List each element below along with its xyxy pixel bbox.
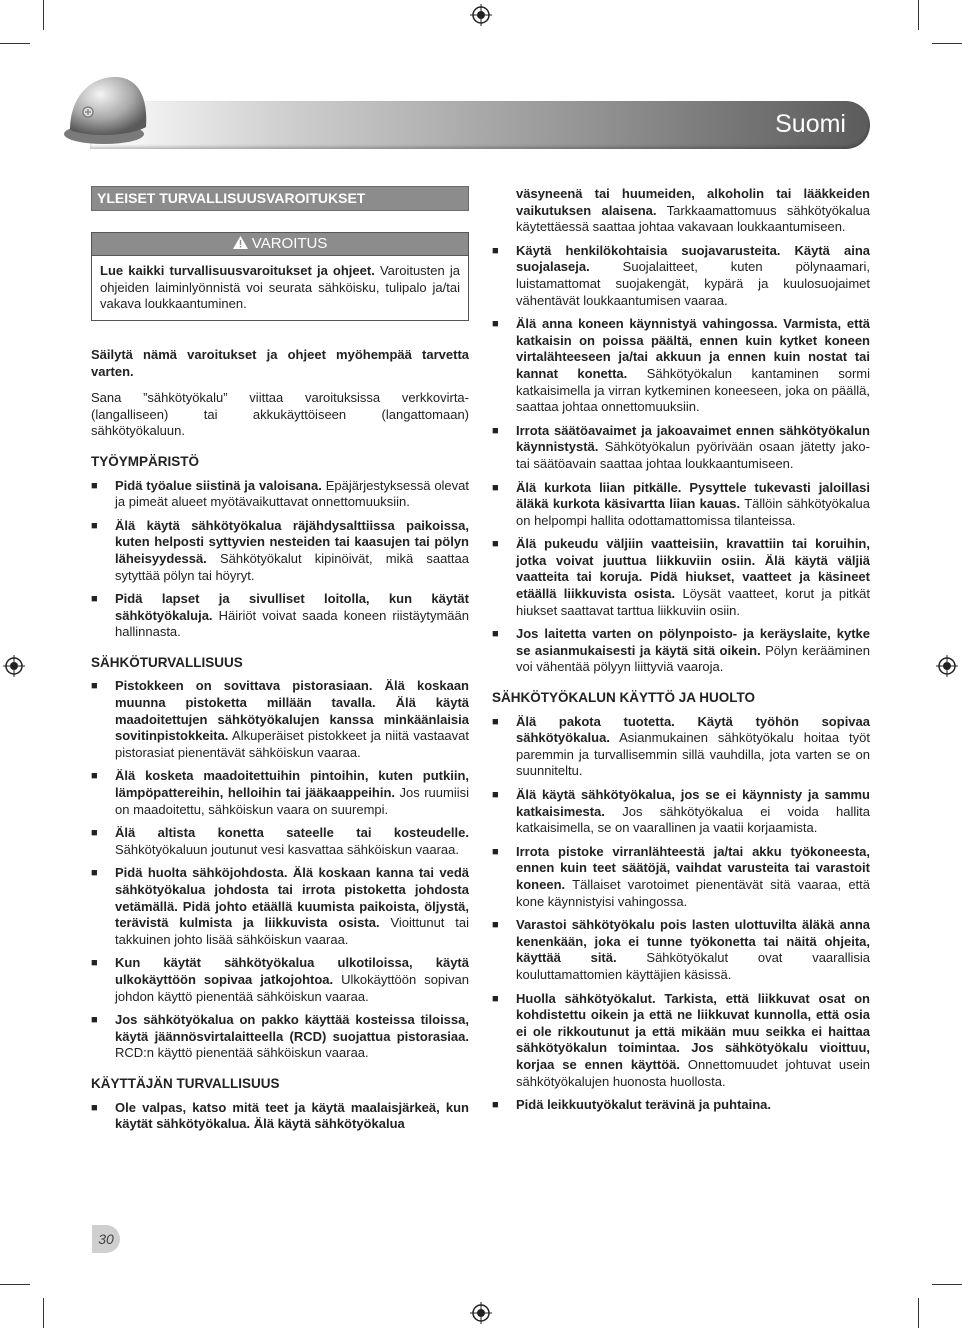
bullet-icon: ■ [492,715,499,728]
section-title: YLEISET TURVALLISUUSVAROITUKSET [91,186,469,211]
bullet-icon: ■ [91,1014,98,1027]
registration-mark-icon [470,4,492,26]
helmet-icon [60,72,156,152]
warning-triangle-icon [233,236,248,249]
list-item: ■ Pistokkeen on sovittava pistorasiaan. Älä koskaan muunna pistoketta millään tavalla. Älä käytä maadoitettujen sähkötyökalujen kanssa minkäänlaisia sovitinpistokkeita. Alkuperäiset pistokkeet ja niitä vastaavat pistorasiat pienentävät sähköiskun vaaraa. [91,678,469,760]
header-banner [90,101,870,149]
list-item: ■ Älä anna koneen käynnistyä vahingossa. Varmista, että katkaisin on poissa päältä, ennen kuin kytket koneen virtalähteeseen ja/tai akkuun ja ennen kuin nostat tai kannat konetta. Sähkötyökalun kantaminen sormi katkaisimella ja virran kytkeminen koneeseen, joka on päällä, saattaa johtaa onnettomuuksiin. [492,316,870,415]
subheading-work-area: TYÖYMPÄRISTÖ [91,453,200,469]
crop-mark [0,1284,30,1285]
list-item: ■ Varastoi sähkötyökalu pois lasten ulottuvilta äläkä anna kenenkään, joka ei tunne työkonetta tai näitä ohjeita, käyttää sitä. Sähkötyökalut ovat vaarallisia kouluttamattomien käyttäjien käsissä. [492,917,870,982]
list-item: ■ Irrota säätöavaimet ja jakoavaimet ennen sähkötyökalun käynnistystä. Sähkötyökalun pyörivään osaan jätetty jako- tai säätöavain saattaa johtaa loukkaantumiseen. [492,422,870,471]
registration-mark-icon [3,655,25,677]
list-item: ■ Älä käytä sähkötyökalua, jos se ei käynnisty ja sammu katkaisimesta. Jos sähkötyökalua ei voida hallita katkaisimella, se on vaarallinen ja vaatii korjaamista. [492,787,870,836]
personal-safety-list-continued [492,243,870,676]
bullet-icon: ■ [91,1101,98,1114]
bullet-icon: ■ [492,424,499,437]
bullet-icon: ■ [91,479,98,492]
bullet-icon: ■ [91,827,98,840]
tool-use-list [492,714,870,1114]
bullet-icon: ■ [91,519,98,532]
list-item: ■ Pidä lapset ja sivulliset loitolla, kun käytät sähkötyökaluja. Häiriöt voivat saada koneen riistäytymään hallinnasta. [91,591,469,640]
bullet-icon: ■ [492,628,499,641]
bullet-icon: ■ [91,680,98,693]
list-item: ■ Älä pukeudu väljiin vaatteisiin, kravattiin tai koruihin, jotka voivat juuttua liikkuviin osiin. Älä käytä väljiä vaatteita tai koruja. Pidä hiukset, vaatteet ja käsineet etäällä liikkuvista osista. Löysät vaatteet, korut ja pitkät hiukset saattavat tarttua liikkuviin osiin. [492,536,870,618]
warning-box [91,232,469,321]
bullet-icon: ■ [492,1099,499,1112]
bullet-icon: ■ [492,845,499,858]
list-item: ■ Pidä leikkuutyökalut terävinä ja puhtaina. [492,1097,772,1113]
list-item: ■ Huolla sähkötyökalut. Tarkista, että liikkuvat osat on kohdistettu oikein ja että ne liikkuvat kunnolla, että osia ei ole rikkoutunut ja että mikään muu seikka ei haittaa sähkötyökalun toimintaa. Jos sähkötyökalu vioittuu, korjaa se ennen käyttöä. Onnettomuudet johtuvat usein sähkötyökalujen huonosta huollosta. [492,990,871,1089]
bullet-icon: ■ [91,593,98,606]
crop-mark [918,1298,919,1328]
warning-text: Lue kaikki turvallisuusvaroitukset ja ohjeet. Varoitusten ja ohjeiden laiminlyönnistä voi seurata sähköisku, tulipalo ja/tai vakava loukkaantuminen. [100,263,460,312]
crop-mark [932,1284,962,1285]
list-item: ■ Älä käytä sähkötyökalua räjähdysalttiissa paikoissa, kuten helposti syttyvien nesteiden tai kaasujen tai pölyn läheisyydessä. Sähkötyökalut kipinöivät, mikä saattaa sytyttää pölyn tai höyryt. [91,517,469,583]
subheading-tool-use: SÄHKÖTYÖKALUN KÄYTTÖ JA HUOLTO [492,690,755,706]
bullet-icon: ■ [492,244,499,257]
bullet-icon: ■ [492,992,499,1005]
list-item: ■ Ole valpas, katso mitä teet ja käytä maalaisjärkeä, kun käytät sähkötyökalua. Älä käytä sähkötyökalua [91,1099,469,1132]
subheading-personal: KÄYTTÄJÄN TURVALLISUUS [91,1075,280,1091]
registration-mark-icon [470,1302,492,1324]
crop-mark [0,43,30,44]
personal-safety-list [91,1100,469,1133]
keep-instructions-note: Säilytä nämä varoitukset ja ohjeet myöhempää tarvetta varten. [91,346,469,379]
bullet-icon: ■ [91,770,98,783]
list-item: ■ Irrota pistoke virranlähteestä ja/tai akku työkoneesta, ennen kuin teet säätöjä, vaihdat varusteita tai varastoit koneen. Tällaiset varotoimet pienentävät sitä vaaraa, että kone käynnistyisi vahingossa. [492,843,870,909]
page-number: 30 [92,1225,120,1253]
bullet-icon: ■ [91,957,98,970]
list-item: ■ Pidä työalue siistinä ja valoisana. Epäjärjestyksessä olevat ja pimeät alueet myötävaikuttavat onnettomuuksiin. [91,477,470,510]
continuation-block [492,186,870,236]
registration-mark-icon [936,655,958,677]
list-item: ■ Jos sähkötyökalua on pakko käyttää kosteissa tiloissa, käytä jäännösvirtalaitteella (RCD) suojattua pistorasiaa. RCD:n käyttö pienentää sähköiskun vaaraa. [91,1012,469,1061]
subheading-electrical: SÄHKÖTURVALLISUUS [91,654,243,670]
bullet-icon: ■ [492,481,499,494]
crop-mark [43,0,44,30]
list-item: ■ Älä pakota tuotetta. Käytä työhön sopivaa sähkötyökalua. Asianmukainen sähkötyökalu hoitaa työt paremmin ja turvallisemmin sillä vauhdilla, jota varten se on suunniteltu. [492,713,870,779]
electrical-safety-list [91,678,469,1061]
bullet-icon: ■ [492,919,499,932]
list-item: ■ Jos laitetta varten on pölynpoisto- ja keräyslaite, kytke se asianmukaisesti ja käytä sitä oikein. Pölyn kerääminen voi vähentää pölyyn liittyviä vaaroja. [492,626,870,675]
right-column [492,186,870,1124]
list-item: ■ Kun käytät sähkötyökalua ulkotiloissa, käytä ulkokäyttöön sopivaa jatkojohtoa. Ulkokäyttöön sopivan johdon käyttö pienentää sähköiskun vaaraa. [91,955,470,1004]
crop-mark [43,1298,44,1328]
language-title: Suomi [775,110,846,138]
work-area-list [91,478,469,641]
bullet-icon: ■ [91,867,98,880]
warning-header [92,233,468,257]
bullet-icon: ■ [492,789,499,801]
list-item: ■ Käytä henkilökohtaisia suojavarusteita. Käytä aina suojalaseja. Suojalaitteet, kuten pölynaamari, luistamattomat suojakengät, kypärä ja kuulosuojaimet vähentävät loukkaantumisen vaaraa. [492,242,870,308]
left-column [91,186,469,1143]
list-item: ■ Älä altista konetta sateelle tai kosteudelle. Sähkötyökaluun joutunut vesi kasvattaa sähköiskun vaaraa. [91,825,469,857]
list-item: ■ Älä kosketa maadoitettuihin pintoihin, kuten putkiin, lämpöpattereihin, helloihin tai jääkaappeihin. Jos ruumiisi on maadoitettu, sähköiskun vaara on suurempi. [91,768,469,817]
crop-mark [918,0,919,30]
bullet-icon: ■ [492,538,499,551]
crop-mark [932,43,962,44]
warning-label: VAROITUS [251,234,328,252]
power-tool-term-note: Sana ”sähkötyökalu” viittaa varoituksissa verkkovirta- (langalliseen) tai akkukäyttöiseen (langattomaan) sähkötyökaluun. [91,390,469,439]
list-item: väsyneenä tai huumeiden, alkoholin tai lääkkeiden vaikutuksen alaisena. Tarkkaamattomuus sähkötyökalua käytettäessä saattaa johtaa vakavaan loukkaantumiseen. [516,186,870,235]
bullet-icon: ■ [492,318,499,331]
list-item: ■ Älä kurkota liian pitkälle. Pysyttele tukevasti jaloillasi äläkä kurkota käsivartta liian kauas. Tällöin sähkötyökalua on helpompi hallita odottamattomissa tilanteissa. [492,479,870,528]
list-item: ■ Pidä huolta sähköjohdosta. Älä koskaan kanna tai vedä sähkötyökalua johdosta tai irrota pistoketta johdosta vetämällä. Pidä johto etäällä kuumista paikoista, öljystä, terävistä kulmista ja liikkuvista osista. Vioittunut tai takkuinen johto lisää sähköiskun vaaraa. [91,865,470,947]
